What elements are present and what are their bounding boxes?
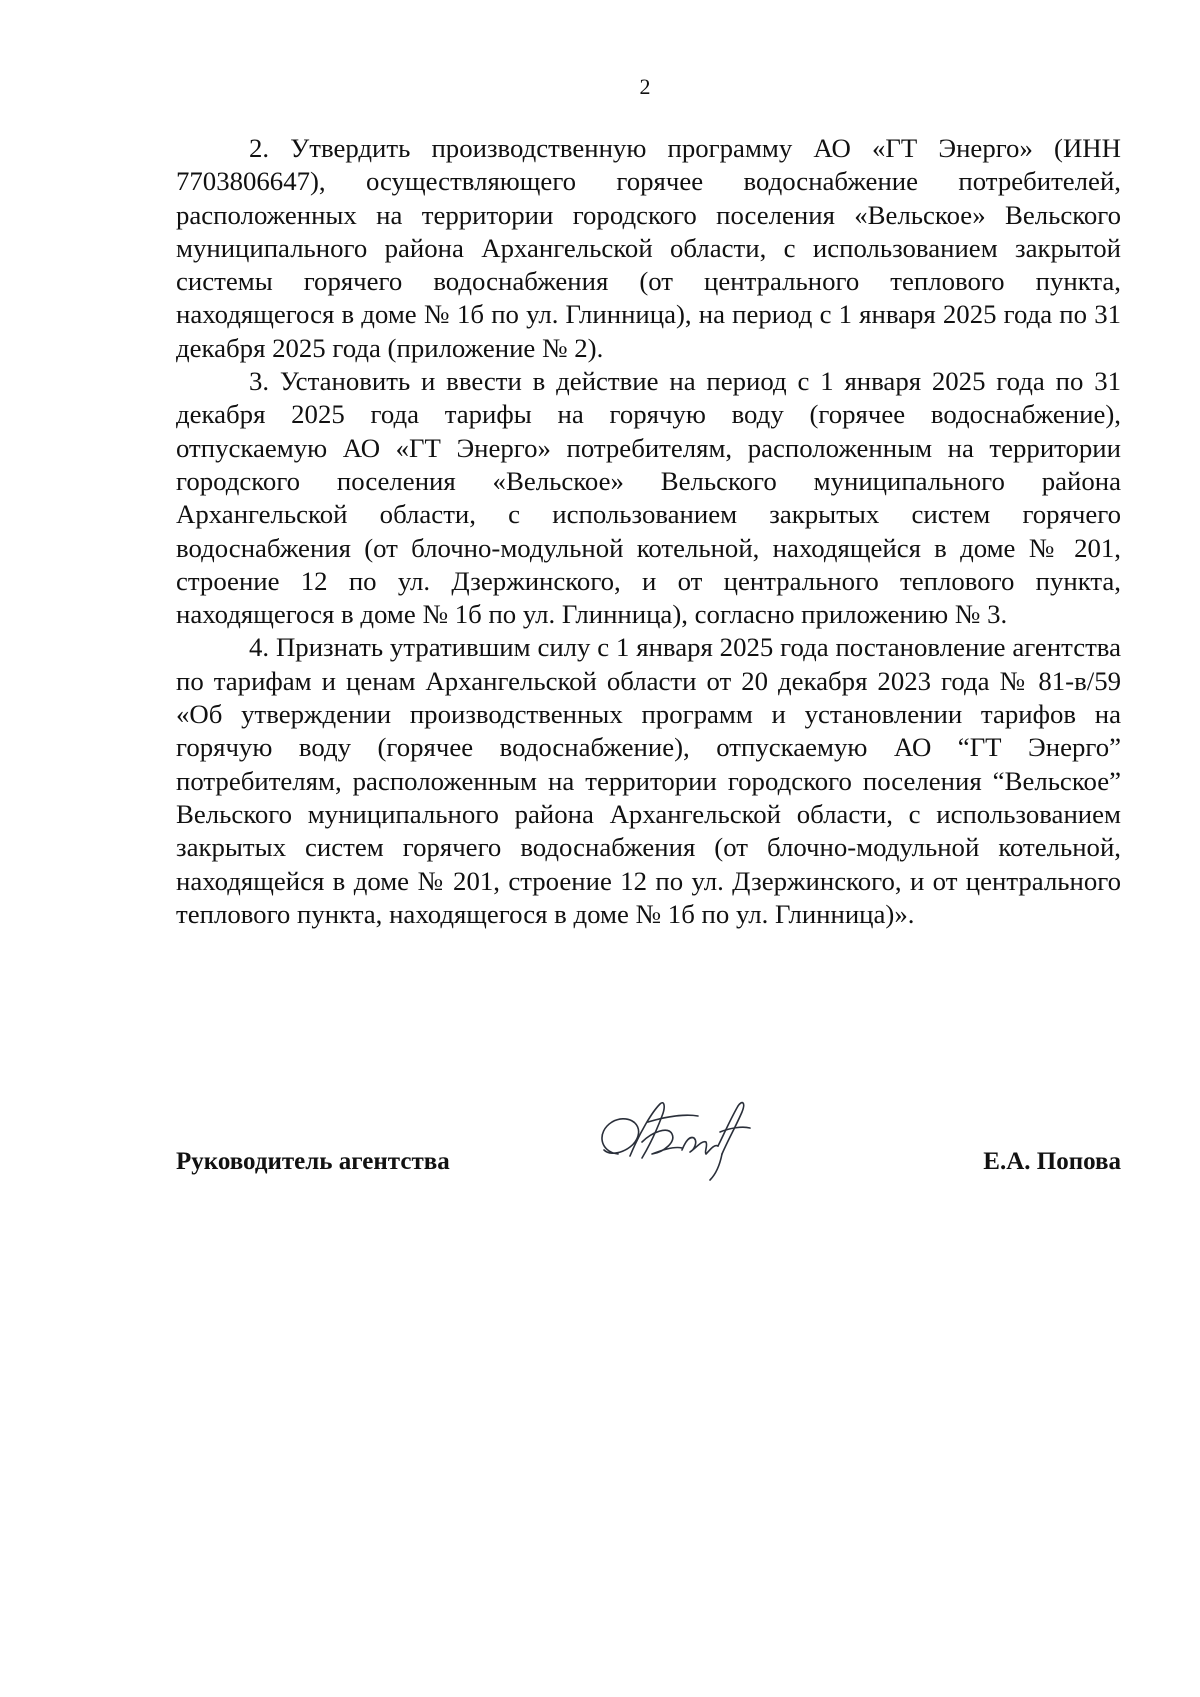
handwritten-signature — [590, 1092, 770, 1187]
page-number: 2 — [639, 74, 651, 99]
paragraph-3: 3. Установить и ввести в действие на период с 1 января 2025 года по 31 декабря 2025 года тарифы на горячую воду (горячее водоснабжение), отпускаемую АО «ГТ Энерго» потребителям, расположенным на территории городского поселения «Вельское» Вельского муниципального района Архангельской области, с использованием закрытых систем горячего водоснабжения (от блочно-модульной котельной, находящейся в доме № 201, строение 12 по ул. Дзержинского, и от центрального теплового пункта, находящегося в доме № 1б по ул. Глинница), согласно приложению № 3. — [176, 366, 1121, 630]
document-body — [176, 132, 1121, 931]
paragraph-4: 4. Признать утратившим силу с 1 января 2025 года постановление агентства по тарифам и ценам Архангельской области от 20 декабря 2023 года № 81-в/59 «Об утверждении производственных программ и установлении тарифов на горячую воду (горячее водоснабжение), отпускаемую АО “ГТ Энерго” потребителям, расположенным на территории городского поселения “Вельское” Вельского муниципального района Архангельской области, с использованием закрытых систем горячего водоснабжения (от блочно-модульной котельной, находящейся в доме № 201, строение 12 по ул. Дзержинского, и от центрального теплового пункта, находящегося в доме № 1б по ул. Глинница)». — [176, 632, 1121, 929]
signatory-title: Руководитель агентства — [176, 1148, 450, 1175]
paragraph-2: 2. Утвердить производственную программу АО «ГТ Энерго» (ИНН 7703806647), осуществляющего горячее водоснабжение потребителей, расположенных на территории городского поселения «Вельское» Вельского муниципального района Архангельской области, с использованием закрытой системы горячего водоснабжения (от центрального теплового пункта, находящегося в доме № 1б по ул. Глинница), на период с 1 января 2025 года по 31 декабря 2025 года (приложение № 2). — [176, 133, 1121, 363]
signatory-name: Е.А. Попова — [983, 1148, 1121, 1175]
